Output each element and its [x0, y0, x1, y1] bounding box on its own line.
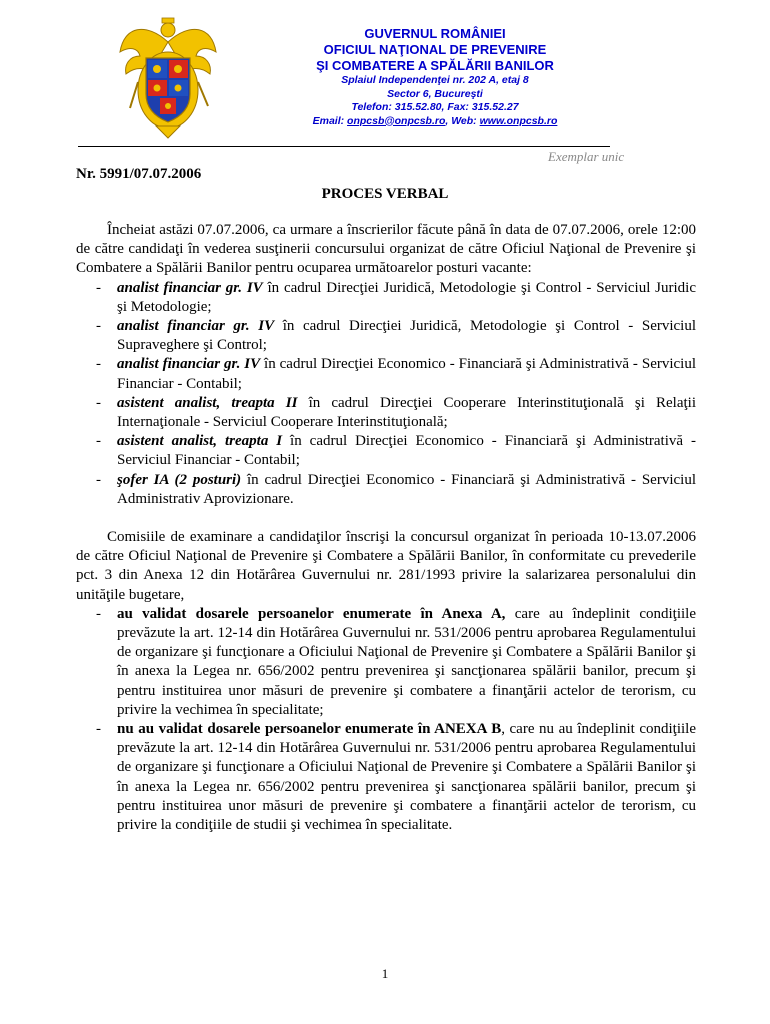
committee-paragraph: Comisiile de examinare a candidaţilor înscrişi la concursul organizat în perioada 10-13.07.2006 de către Oficiul Naţional de Prevenire şi Combatere a Spălării Banilor, în conformitate cu prevederile pct. 3 din Anexa 12 din Hotărârea Guvernului nr. 281/1993 privire la salarizarea personalului din unităţile bugetare, [76, 529, 696, 603]
document-number: Nr. 5991/07.07.2006 [76, 166, 202, 182]
address-line: Splaiul Independenţei nr. 202 A, etaj 8 [341, 74, 529, 86]
email-label: Email: [312, 114, 348, 127]
position-item: - şofer IA (2 posturi) în cadrul Direcţiei Economico - Financiară şi Administrativă - Serviciul Administrativ Aprovizionare. [76, 471, 696, 509]
header-divider [78, 146, 610, 147]
position-item: - asistent analist, treapta I în cadrul Direcţiei Economico - Financiară şi Administrativă - Serviciul Financiar - Contabil; [76, 432, 696, 470]
letterhead [255, 26, 615, 128]
exemplar-note: Exemplar unic [548, 149, 625, 164]
contact-line [255, 115, 615, 129]
office-name-continued: ŞI COMBATERE A SPĂLĂRII BANILOR [316, 58, 554, 73]
position-item: - analist financiar gr. IV în cadrul Direcţiei Economico - Financiară şi Administrativă - Serviciul Financiar - Contabil; [76, 355, 696, 393]
decisions-list [76, 605, 696, 835]
phone-fax: Telefon: 315.52.80, Fax: 315.52.27 [351, 101, 519, 113]
government-name: GUVERNUL ROMÂNIEI [364, 26, 506, 41]
decision-item: - nu au validat dosarele persoanelor enumerate în ANEXA B, care nu au îndeplinit condiţiile prevăzute la art. 12-14 din Hotărârea Guvernului nr. 531/2006 pentru aprobarea Regulamentului de organizare şi funcţionare a Oficiului Naţional de Prevenire şi Combatere a Spălării Banilor şi în anexa la Legea nr. 656/2002 pentru prevenirea şi sancţionarea spălării banilor, precum şi pentru instituirea unor măsuri de prevenire şi combatere a finanţării actelor de terorism, cu privire la condiţiile de studii şi vechimea în specialitate. [76, 720, 696, 835]
position-item: - analist financiar gr. IV în cadrul Direcţiei Juridică, Metodologie şi Control - Serviciul Juridic şi Metodologie; [76, 279, 696, 317]
coat-of-arms-logo [116, 12, 220, 140]
address-sector: Sector 6, Bucureşti [387, 87, 483, 100]
document-body [76, 221, 696, 835]
intro-paragraph: Încheiat astăzi 07.07.2006, ca urmare a înscrierilor făcute până în data de 07.07.2006, orele 12:00 de către candidaţi în vederea susţinerii concursului organizat de către Oficiul Naţional de Prevenire şi Combatere a Spălării Banilor pentru ocuparea următoarelor posturi vacante: [76, 222, 696, 277]
email-link[interactable]: onpcsb@onpcsb.ro [347, 114, 446, 127]
position-item: - analist financiar gr. IV în cadrul Direcţiei Juridică, Metodologie şi Control - Serviciul Supraveghere şi Control; [76, 317, 696, 355]
web-label: , Web: [445, 114, 480, 127]
position-item: - asistent analist, treapta II în cadrul Direcţiei Cooperare Interinstituţională şi Relaţii Internaţionale - Serviciul Cooperare Interinstituţională; [76, 394, 696, 432]
positions-list [76, 279, 696, 509]
web-link[interactable]: www.onpcsb.ro [479, 114, 558, 127]
document-title: PROCES VERBAL [321, 186, 449, 202]
decision-item: - au validat dosarele persoanelor enumerate în Anexa A, care au îndeplinit condiţiile prevăzute la art. 12-14 din Hotărârea Guvernului nr. 531/2006 pentru aprobarea Regulamentului de organizare şi funcţionare a Oficiului Naţional de Prevenire şi Combatere a Spălării Banilor şi în anexa la Legea nr. 656/2002 pentru prevenirea şi sancţionarea spălării banilor, precum şi pentru instituirea unor măsuri de prevenire şi combatere a finanţării actelor de terorism, cu privire la vechimea în specialitate; [76, 605, 696, 720]
page-number: 1 [381, 966, 389, 981]
office-name: OFICIUL NAŢIONAL DE PREVENIRE [323, 42, 547, 57]
